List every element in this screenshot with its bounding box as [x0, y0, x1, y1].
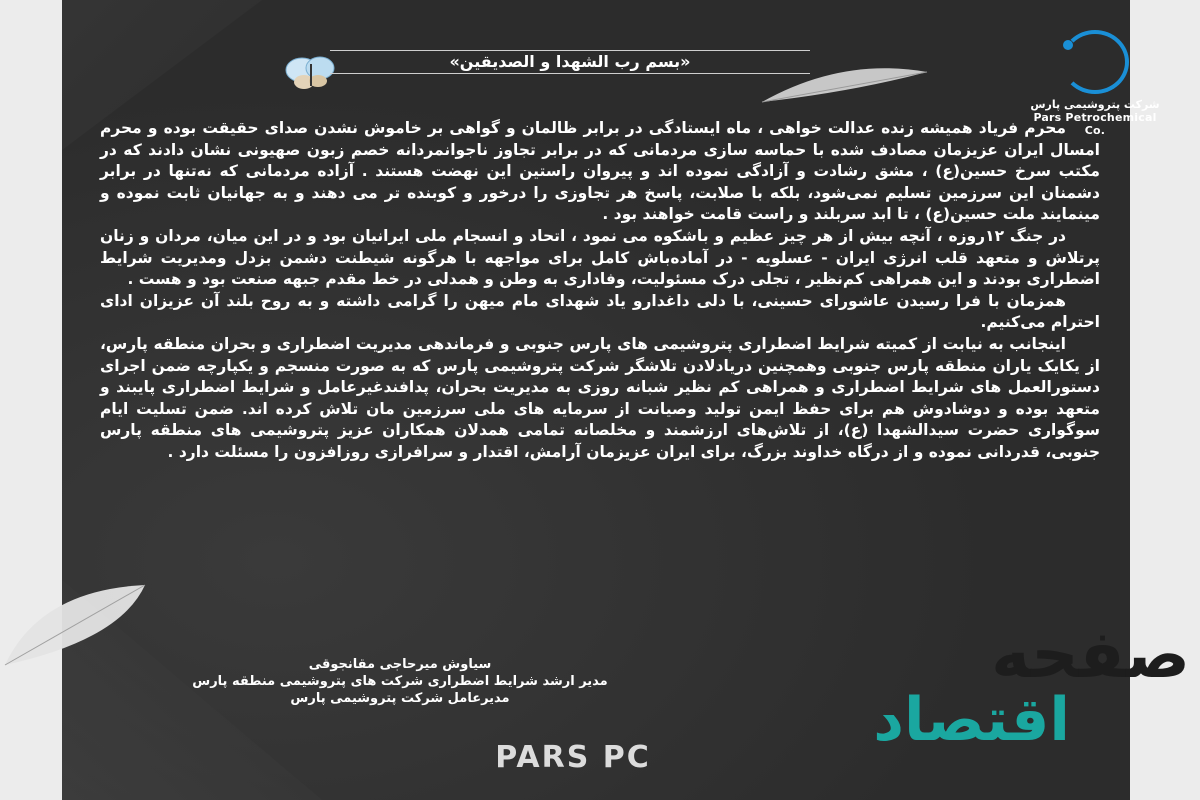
statement-body	[100, 118, 1100, 464]
watermark-line1: صفحه	[991, 616, 1190, 693]
logo-mark-icon	[1061, 30, 1129, 94]
watermark-logo	[873, 610, 1200, 800]
brand-wordmark: PARS PC	[495, 740, 651, 775]
page-title: «بسم رب الشهدا و الصدیقین»	[330, 50, 810, 74]
paragraph: محرم فریاد همیشه زنده عدالت خواهی ، ماه ایستادگی در برابر ظالمان و گواهی بر خاموش نشدن صدای حقیقت بوده و محرم امسال ایران عزیزمان مصادف شده با حماسه سازی مردمانی که در برابر تجاوز ناجوانمردانه خصم زبون صهیونی نشان دادند که در مکتب سرخ حسین(ع) ، مشق رشادت و آزادگی نموده اند و پیروان راستین این نهضت هستند . آزاده مردمانی که نه‌تنها در برابر دشمنان این سرزمین تسلیم نمی‌شود، بلکه با صلابت، پاسخ هر تجاوزی را درخور و کوبنده تر می دهند و به جهانیان ثابت نموده و مینمایند ملت حسین(ع) ، تا ابد سربلند و راست قامت خواهند بود .	[100, 119, 1100, 224]
paragraph: اینجانب به نیابت از کمیته شرایط اضطراری پتروشیمی های پارس جنوبی و فرماندهی مدیریت اضطراری و بحران منطقه پارس، از یکایک یاران منطقه پارس جنوبی وهمچنین دریادلادن تلاشگر شرکت پتروشیمی پارس که به صورت منسجم و یکپارچه ضمن اجرای دستورالعمل های شرایط اضطراری و همراهی کم نظیر شبانه روزی به مدیریت بحران، پدافندغیرعامل و شرایط اضطراری پایبند و متعهد بوده و دوشادوش هم برای حفظ ایمن تولید وصیانت از سرمایه های ملی سرزمین مان تلاش کرده اند. ضمن تسلیت ایام سوگواری حضرت سیدالشهدا (ع)، از تلاش‌های ارزشمند و مخلصانه تمامی همدلان همکاران عزیز پتروشیمی های منطقه پارس جنوبی، قدردانی نموده و از درگاه خداوند بزرگ، برای ایران عزیزمان آرامش، اقتدار و سرافرازی روزافزون را مسئلت دارد .	[100, 334, 1100, 461]
watermark-line2: اقتصاد	[873, 685, 1070, 755]
paragraph: همزمان با فرا رسیدن عاشورای حسینی، با دلی داغدارو یاد شهدای مام میهن را گرامی داشته و به روح بلند آن عزیزان ادای احترام می‌کنیم.	[100, 291, 1100, 332]
signer-name: سیاوش میرحاجی مقانجوقی	[308, 657, 492, 672]
logo-persian-name: شرکت پتروشیمی پارس	[1030, 98, 1160, 111]
signer-title: مدیرعامل شرکت پتروشیمی پارس	[290, 691, 510, 706]
paragraph: در جنگ ۱۲روزه ، آنچه بیش از هر چیز عظیم و باشکوه می نمود ، اتحاد و انسجام ملی ایرانیان بود و در این میان، مردان و زنان پرتلاش و متعهد قلب انرژی ایران - عسلویه - در آماده‌باش کامل برای مواجهه با هرگونه شیطنت دشمن بزدل ومدیریت شرایط اضطراری بودند و این همراهی کم‌نظیر ، تجلی درک مسئولیت، وفاداری به وطن و همدلی در خط مقدم جبهه صنعت بود و هست .	[100, 226, 1100, 289]
logo-english-name: Pars Petrochemical Co.	[1033, 111, 1157, 137]
signature-block	[120, 656, 680, 707]
signer-title: مدیر ارشد شرایط اضطراری شرکت های پتروشیمی منطقه پارس	[192, 674, 608, 689]
